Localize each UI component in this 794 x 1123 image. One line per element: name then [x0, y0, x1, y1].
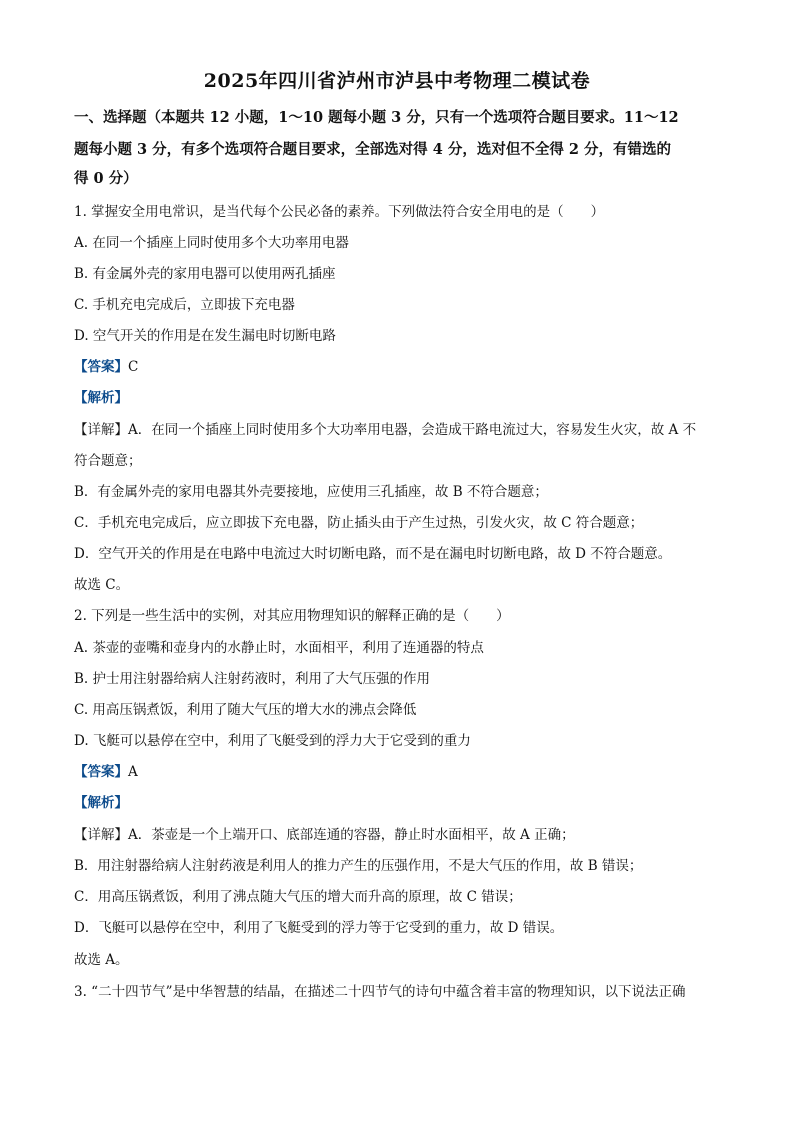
section-header-line-3: 得 0 分）	[74, 170, 138, 187]
q2-analysis	[74, 793, 128, 813]
q1-answer-value: C	[128, 359, 139, 375]
q1-option-a: A. 在同一个插座上同时使用多个大功率用电器	[74, 235, 349, 251]
q2-detail-line-2: B．用注射器给病人注射药液是利用人的推力产生的压强作用，不是大气压的作用，故 B 错误；	[74, 858, 643, 874]
q2-detail-text-1: A．茶壶是一个上端开口、底部连通的容器，静止时水面相平，故 A 正确；	[128, 827, 575, 843]
q1-stem: 1. 掌握安全用电常识，是当代每个公民必备的素养。下列做法符合安全用电的是（ ）	[74, 204, 605, 220]
q2-answer-tag: 【答案】	[74, 764, 128, 780]
q2-stem: 2. 下列是一些生活中的实例，对其应用物理知识的解释正确的是（ ）	[74, 608, 510, 624]
q1-detail-line-2: 符合题意；	[74, 453, 142, 469]
q2-option-d: D. 飞艇可以悬停在空中，利用了飞艇受到的浮力大于它受到的重力	[74, 733, 471, 749]
q2-option-a: A. 茶壶的壶嘴和壶身内的水静止时，水面相平，利用了连通器的特点	[74, 640, 484, 656]
q1-answer	[74, 357, 138, 377]
section-header-line-2: 题每小题 3 分，有多个选项符合题目要求，全部选对得 4 分，选对但不全得 2 分，有错选的	[74, 141, 672, 158]
q1-detail-line-1	[74, 420, 696, 440]
q2-option-b: B. 护士用注射器给病人注射药液时，利用了大气压强的作用	[74, 671, 431, 687]
q1-conclusion: 故选 C。	[74, 577, 130, 593]
q1-analysis-tag: 【解析】	[74, 390, 128, 406]
q3-stem: 3. “二十四节气”是中华智慧的结晶，在描述二十四节气的诗句中蕴含着丰富的物理知识，以下说法正确	[74, 984, 686, 1000]
q1-option-b: B. 有金属外壳的家用电器可以使用两孔插座	[74, 266, 336, 282]
q1-analysis	[74, 388, 128, 408]
q1-detail-text-1: A．在同一个插座上同时使用多个大功率用电器，会造成干路电流过大，容易发生火灾，故 A 不	[128, 422, 697, 438]
q2-detail-line-4: D．飞艇可以悬停在空中，利用了飞艇受到的浮力等于它受到的重力，故 D 错误。	[74, 920, 564, 936]
page-title: 2025年四川省泸州市泸县中考物理二模试卷	[203, 70, 591, 92]
q1-detail-line-4: C．手机充电完成后，应立即拔下充电器，防止插头由于产生过热，引发火灾，故 C 符合题意；	[74, 515, 644, 531]
q2-detail-line-1	[74, 825, 575, 845]
q1-answer-tag: 【答案】	[74, 359, 128, 375]
q1-option-c: C. 手机充电完成后，立即拔下充电器	[74, 297, 295, 313]
q2-detail-line-3: C．用高压锅煮饭，利用了沸点随大气压的增大而升高的原理，故 C 错误；	[74, 889, 522, 905]
q2-answer-value: A	[128, 764, 138, 780]
q2-analysis-tag: 【解析】	[74, 795, 128, 811]
q1-detail-line-3: B．有金属外壳的家用电器其外壳要接地，应使用三孔插座，故 B 不符合题意；	[74, 484, 548, 500]
q1-detail-tag: 【详解】	[74, 422, 128, 438]
q1-option-d: D. 空气开关的作用是在发生漏电时切断电路	[74, 328, 336, 344]
q2-conclusion: 故选 A。	[74, 952, 129, 968]
q2-option-c: C. 用高压锅煮饭，利用了随大气压的增大水的沸点会降低	[74, 702, 417, 718]
q1-detail-line-5: D．空气开关的作用是在电路中电流过大时切断电路，而不是在漏电时切断电路，故 D 不符合题意。	[74, 546, 672, 562]
section-header-line-1: 一、选择题（本题共 12 小题，1～10 题每小题 3 分，只有一个选项符合题目要求。11～12	[74, 109, 679, 126]
q2-answer	[74, 762, 138, 782]
q2-detail-tag: 【详解】	[74, 827, 128, 843]
